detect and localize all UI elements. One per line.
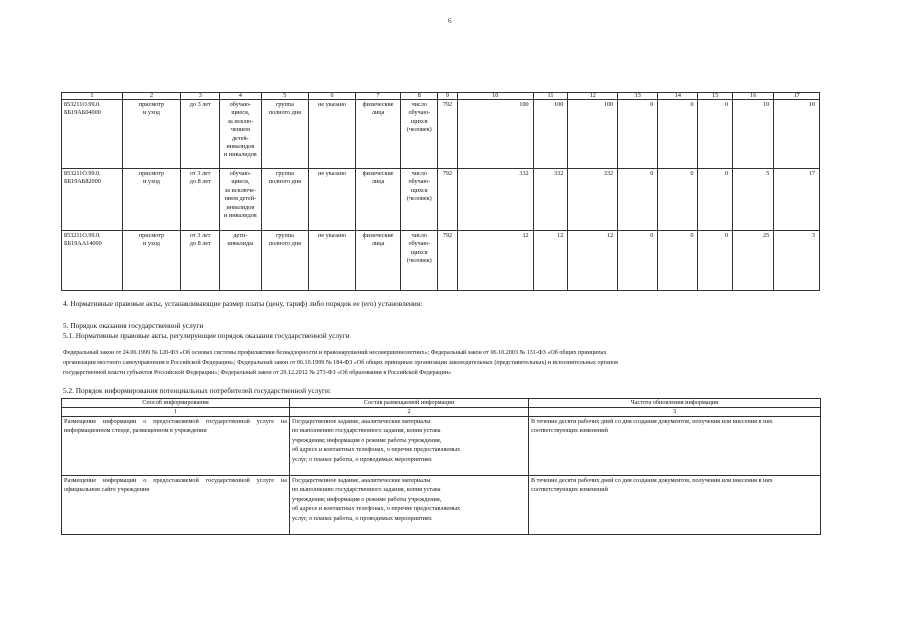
table-cell: физические лица: [355, 231, 401, 291]
table-cell: 0: [658, 169, 698, 231]
table-cell: присмотр и уход: [122, 231, 181, 291]
info-method: Размещение информации о предоставляемой государственной услуге на информационном стенде, размещенном в учреждении: [62, 417, 290, 476]
info-method: Размещение информации о предоставляемой государственной услуге на официальном сайте учреждения: [62, 476, 290, 535]
column-number: 15: [698, 93, 733, 100]
column-number: 2: [290, 408, 529, 417]
table-cell: не указано: [309, 231, 356, 291]
information-table: [61, 398, 821, 535]
table-row: [62, 476, 821, 535]
column-number: 12: [568, 93, 618, 100]
info-content-line: услуг, о планах работы, о проводимых мероприятиях: [292, 514, 432, 522]
table-cell: 792: [438, 169, 458, 231]
section-5-2-title: 5.2. Порядок информирования потенциальных потребителей государственной услуги:: [63, 386, 331, 395]
table-cell: число обучаю- щихся (человек): [401, 231, 438, 291]
column-number: 7: [355, 93, 401, 100]
column-number: 13: [618, 93, 658, 100]
table-cell: присмотр и уход: [122, 169, 181, 231]
table-cell: 12: [533, 231, 568, 291]
table-cell: 792: [438, 231, 458, 291]
table-cell: 0: [698, 100, 733, 169]
table-cell: 17: [774, 169, 820, 231]
table-cell: присмотр и уход: [122, 100, 181, 169]
table-cell: 12: [568, 231, 618, 291]
info-frequency: В течение десяти рабочих дней со дня создания документов, получения или внесения в них соответствующих изменений: [529, 417, 821, 476]
table-cell: 25: [733, 231, 774, 291]
table-cell: 853211О.99.0. ББ19АБ04000: [62, 100, 123, 169]
column-number: 4: [220, 93, 261, 100]
table-cell: 332: [457, 169, 533, 231]
column-number: 5: [261, 93, 309, 100]
column-number: 2: [122, 93, 181, 100]
table-cell: группа полного дня: [261, 100, 309, 169]
column-number: 1: [62, 93, 123, 100]
section-4-title: 4. Нормативные правовые акты, устанавливающие размер платы (цену, тариф) либо порядок ее (его) установления:: [63, 299, 423, 308]
table-cell: 853211О.99.0. ББ19АБ82000: [62, 169, 123, 231]
column-number: 9: [438, 93, 458, 100]
legal-acts-list: [63, 349, 823, 378]
table-cell: 332: [533, 169, 568, 231]
table-cell: 0: [658, 100, 698, 169]
table-cell: число обучаю- щихся (человек): [401, 100, 438, 169]
table-cell: 792: [438, 100, 458, 169]
column-number: 11: [533, 93, 568, 100]
info-content-line: об адресе и контактных телефонах, о перечне предоставляемых: [292, 446, 461, 454]
column-number: 10: [457, 93, 533, 100]
section-5-1-title: 5.1. Нормативные правовые акты, регулирующие порядок оказания государственной услуги: [63, 331, 350, 340]
table-cell: 100: [568, 100, 618, 169]
table-cell: 0: [698, 231, 733, 291]
table-cell: от 3 лет до 8 лет: [181, 169, 220, 231]
table-cell: обучаю- щиеся, за исключе- нием детей- инвалидов и инвалидов: [220, 169, 261, 231]
table-cell: группа полного дня: [261, 169, 309, 231]
page-number: 6: [448, 17, 452, 25]
table-cell: от 3 лет до 8 лет: [181, 231, 220, 291]
table-cell: 0: [618, 100, 658, 169]
table-cell: до 3 лет: [181, 100, 220, 169]
info-content-line: услуг, о планах работы, о проводимых мероприятиях: [292, 455, 432, 463]
legal-act-line: государственной власти субъектов Российской Федерации»; Федеральный закон от 29.12.2012 № 273-ФЗ «Об образовании в Российской Федерации»: [63, 369, 452, 376]
column-number: 1: [62, 408, 290, 417]
info-content-line: Государственное задание, аналитические материалы: [292, 418, 431, 425]
table-cell: физические лица: [355, 100, 401, 169]
table-cell: 10: [774, 100, 820, 169]
info-content-line: по выполнению государственного задания, копия устава: [292, 486, 441, 494]
info-content: [290, 476, 529, 535]
table-cell: 0: [658, 231, 698, 291]
table-cell: не указано: [309, 169, 356, 231]
info-frequency: В течение десяти рабочих дней со дня создания документов, получения или внесения в них соответствующих изменений: [529, 476, 821, 535]
table-row: [62, 417, 821, 476]
column-number: 8: [401, 93, 438, 100]
table-cell: 3: [774, 231, 820, 291]
table-cell: 12: [457, 231, 533, 291]
table-header-row: [62, 93, 820, 100]
column-number: 16: [733, 93, 774, 100]
table-cell: не указано: [309, 100, 356, 169]
table-cell: 853211О.99.0. ББ19АА14000: [62, 231, 123, 291]
table-row: [62, 231, 820, 291]
header-frequency: Частота обновления информации: [529, 399, 821, 408]
table-number-row: [62, 408, 821, 417]
table-header-row: [62, 399, 821, 408]
column-number: 17: [774, 93, 820, 100]
header-content: Состав размещаемой информации: [290, 399, 529, 408]
legal-act-line: организации местного самоуправления в Российской Федерации»; Федеральный закон от 06.10.1999 № 184-ФЗ «Об общих принципах организации законодательных (представительных) и исполнительных органов: [63, 359, 618, 366]
info-content-line: об адресе и контактных телефонах, о перечне предоставляемых: [292, 505, 461, 513]
table-cell: 0: [698, 169, 733, 231]
info-content-line: по выполнению государственного задания, копия устава: [292, 427, 441, 435]
section-5-title: 5. Порядок оказания государственной услуги: [63, 321, 204, 330]
column-number: 3: [529, 408, 821, 417]
info-content-line: Государственное задание, аналитические материалы: [292, 477, 431, 484]
info-content: [290, 417, 529, 476]
info-content-line: учреждения; информация о режиме работы учреждения,: [292, 436, 442, 444]
table-cell: обучаю- щиеся, за исклю- чением детей- инвалидов и инвалидов: [220, 100, 261, 169]
table-cell: 100: [533, 100, 568, 169]
table-cell: 0: [618, 231, 658, 291]
table-row: [62, 169, 820, 231]
table-cell: число обучаю- щихся (человек): [401, 169, 438, 231]
table-cell: 332: [568, 169, 618, 231]
table-cell: 100: [457, 100, 533, 169]
column-number: 3: [181, 93, 220, 100]
service-volume-table: [61, 92, 820, 291]
legal-act-line: Федеральный закон от 24.06.1999 № 120-ФЗ «Об основах системы профилактики безнадзорности и правонарушений несовершеннолетних»; Федеральный закон от 06.10.2003 № 131-ФЗ «Об общих принципах: [63, 350, 607, 356]
table-cell: дети- инвалиды: [220, 231, 261, 291]
table-cell: 5: [733, 169, 774, 231]
column-number: 6: [309, 93, 356, 100]
table-cell: 0: [618, 169, 658, 231]
table-row: [62, 100, 820, 169]
header-method: Способ информирования: [62, 399, 290, 408]
column-number: 14: [658, 93, 698, 100]
info-content-line: учреждения; информация о режиме работы учреждения,: [292, 495, 442, 503]
table-cell: 10: [733, 100, 774, 169]
table-cell: физические лица: [355, 169, 401, 231]
table-cell: группа полного дня: [261, 231, 309, 291]
